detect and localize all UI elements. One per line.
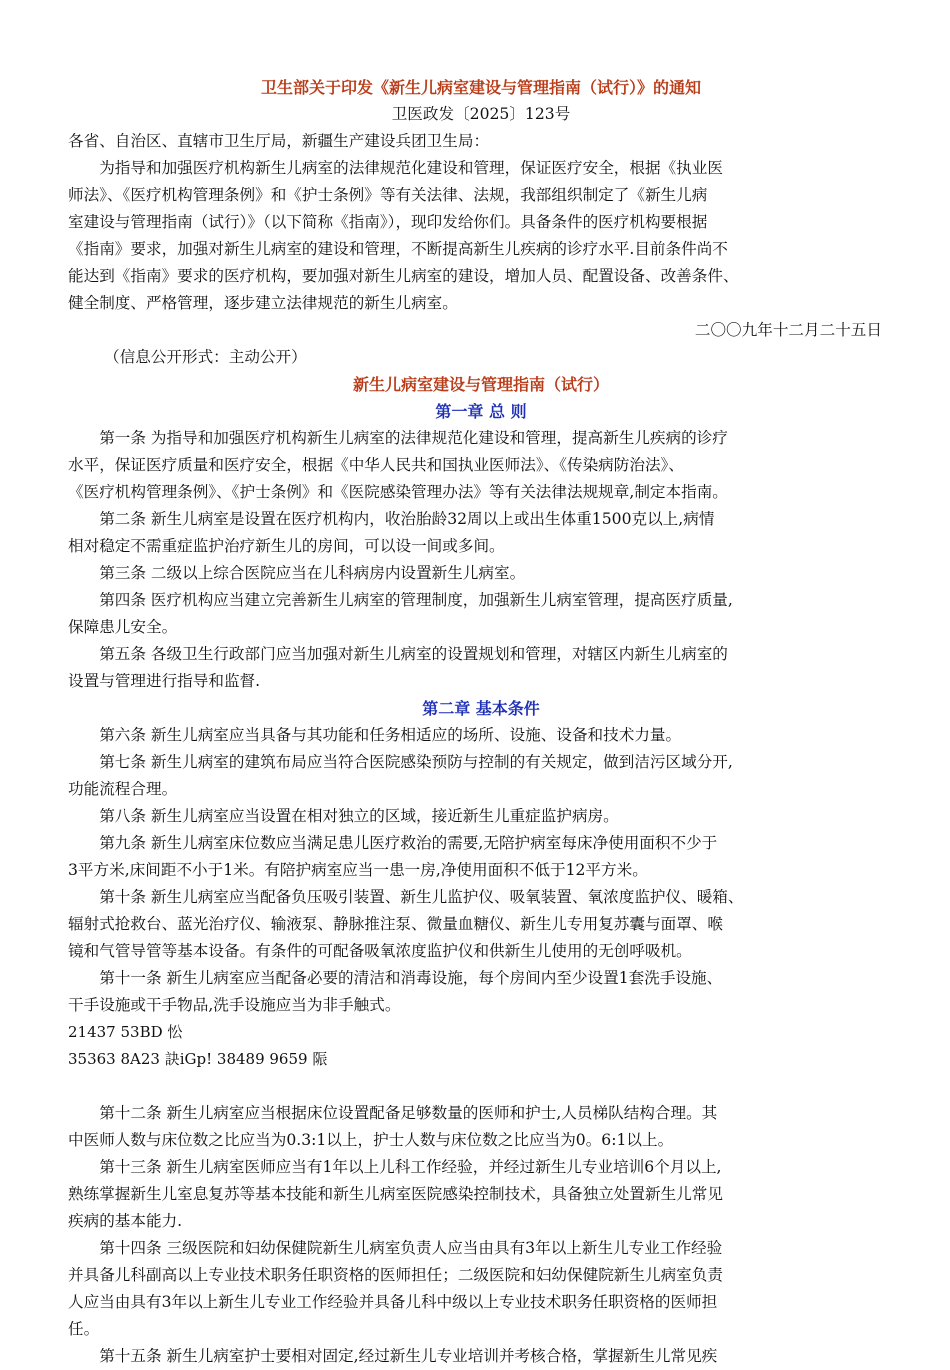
article-line: 熟练掌握新生儿室息复苏等基本技能和新生儿病室医院感染控制技术，具备独立处置新生儿常见 — [68, 1185, 723, 1203]
chapter-1-body — [68, 425, 894, 695]
article-line: 第四条 医疗机构应当建立完善新生儿病室的管理制度，加强新生儿病室管理，提高医疗质量, — [68, 591, 733, 609]
body-line: 《指南》要求，加强对新生儿病室的建设和管理，不断提高新生儿疾病的诊疗水平.目前条件尚不 — [68, 240, 728, 258]
notice-date: 二〇〇九年十二月二十五日 — [694, 321, 882, 339]
body-line: 师法》、《医疗机构管理条例》和《护士条例》等有关法律、法规，我部组织制定了《新生儿病 — [68, 186, 708, 204]
article-line: 第九条 新生儿病室床位数应当满足患儿医疗救治的需要,无陪护病室每床净使用面积不少于 — [68, 834, 718, 852]
article-line: 第十四条 三级医院和妇幼保健院新生儿病室负责人应当由具有3年以上新生儿专业工作经验 — [68, 1239, 723, 1257]
document-page — [68, 74, 894, 1370]
article-line: 第五条 各级卫生行政部门应当加强对新生儿病室的设置规划和管理，对辖区内新生儿病室的 — [68, 645, 728, 663]
article-line: 干手设施或干手物品,洗手设施应当为非手触式。 — [68, 996, 401, 1014]
article-line: 疾病的基本能力. — [68, 1212, 183, 1230]
article-line: 第一条 为指导和加强医疗机构新生儿病室的法律规范化建设和管理，提高新生儿疾病的诊疗 — [68, 429, 728, 447]
article-line: 第十五条 新生儿病室护士要相对固定,经过新生儿专业培训并考核合格，掌握新生儿常见疾 — [68, 1347, 718, 1365]
article-line: 第六条 新生儿病室应当具备与其功能和任务相适应的场所、设施、设备和技术力量。 — [68, 726, 682, 744]
body-line: 健全制度、严格管理，逐步建立法律规范的新生儿病室。 — [68, 294, 458, 312]
blank-line — [68, 1073, 894, 1100]
article-line: 任。 — [68, 1320, 100, 1338]
chapter-1-heading: 第一章 总 则 — [435, 402, 527, 421]
body-line: 为指导和加强医疗机构新生儿病室的法律规范化建设和管理，保证医疗安全，根据《执业医 — [68, 159, 723, 177]
article-line: 第二条 新生儿病室是设置在医疗机构内，收治胎龄32周以上或出生体重1500克以上,病情 — [68, 510, 715, 528]
staffing-body — [68, 1100, 894, 1370]
article-line: 第十条 新生儿病室应当配备负压吸引装置、新生儿监护仪、吸氧装置、氧浓度监护仪、暖箱、 — [68, 888, 744, 906]
addressee: 各省、自治区、直辖市卫生厅局，新疆生产建设兵团卫生局： — [68, 132, 490, 150]
doc-number: 卫医政发〔2025〕123号 — [391, 105, 571, 123]
article-line: 第十二条 新生儿病室应当根据床位设置配备足够数量的医师和护士,人员梯队结构合理。其 — [68, 1104, 718, 1122]
article-line: 并具备儿科副高以上专业技术职务任职资格的医师担任；二级医院和妇幼保健院新生儿病室负责 — [68, 1266, 723, 1284]
article-line: 中医师人数与床位数之比应当为0.3:1以上，护士人数与床位数之比应当为0。6:1以上。 — [68, 1131, 674, 1149]
article-line: 第三条 二级以上综合医院应当在儿科病房内设置新生儿病室。 — [68, 564, 526, 582]
article-line: 第七条 新生儿病室的建筑布局应当符合医院感染预防与控制的有关规定，做到洁污区域分开, — [68, 753, 733, 771]
chapter-2-heading: 第二章 基本条件 — [422, 699, 540, 718]
article-line: 第十一条 新生儿病室应当配备必要的清洁和消毒设施，每个房间内至少设置1套洗手设施、 — [68, 969, 723, 987]
article-line: 3平方米,床间距不小于1米。有陪护病室应当一患一房,净使用面积不低于12平方米。 — [68, 861, 648, 879]
disclosure-note: （信息公开形式：主动公开） — [104, 348, 307, 366]
article-line: 镜和气管导管等基本设备。有条件的可配备吸氧浓度监护仪和供新生儿使用的无创呼吸机。 — [68, 942, 692, 960]
article-line: 第十三条 新生儿病室医师应当有1年以上儿科工作经验，并经过新生儿专业培训6个月以上, — [68, 1158, 722, 1176]
body-line: 能达到《指南》要求的医疗机构，要加强对新生儿病室的建设，增加人员、配置设备、改善条件、 — [68, 267, 739, 285]
article-line: 相对稳定不需重症监护治疗新生儿的房间，可以设一间或多间。 — [68, 537, 505, 555]
article-line: 辐射式抢救台、蓝光治疗仪、输液泵、静脉推注泵、微量血糖仪、新生儿专用复苏囊与面罩、喉 — [68, 915, 723, 933]
article-line: 人应当由具有3年以上新生儿专业工作经验并具备儿科中级以上专业技术职务任职资格的医师担 — [68, 1293, 718, 1311]
notice-body — [68, 155, 894, 317]
code-line: 35363 8A23 訣iGp! 38489 9659 陙 — [68, 1050, 328, 1068]
code-line: 21437 53BD 忪 — [68, 1023, 183, 1041]
chapter-2-body — [68, 722, 894, 1019]
article-line: 设置与管理进行指导和监督. — [68, 672, 261, 690]
article-line: 水平，保证医疗质量和医疗安全，根据《中华人民共和国执业医师法》、《传染病防治法》、 — [68, 456, 684, 474]
notice-title: 卫生部关于印发《新生儿病室建设与管理指南（试行）》的通知 — [260, 78, 701, 97]
guide-title: 新生儿病室建设与管理指南（试行） — [352, 375, 609, 394]
article-line: 《医疗机构管理条例》、《护士条例》和《医院感染管理办法》等有关法律法规规章,制定本指南。 — [68, 483, 728, 501]
article-line: 保障患儿安全。 — [68, 618, 178, 636]
article-line: 第八条 新生儿病室应当设置在相对独立的区域，接近新生儿重症监护病房。 — [68, 807, 619, 825]
body-line: 室建设与管理指南（试行）》（以下简称《指南》），现印发给你们。具备条件的医疗机构要根据 — [68, 213, 708, 231]
article-line: 功能流程合理。 — [68, 780, 178, 798]
